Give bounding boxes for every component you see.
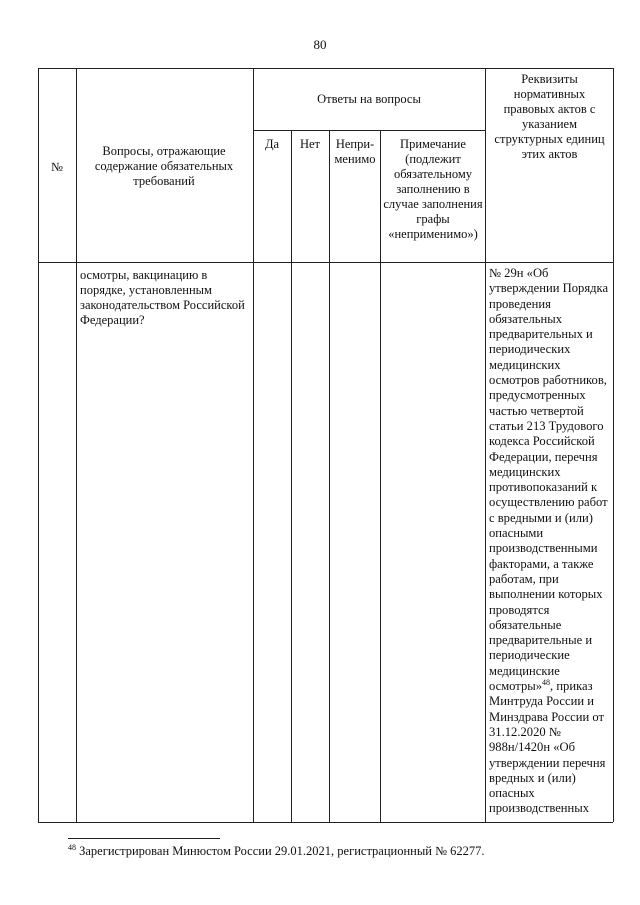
row-requisites [489,266,613,817]
header-not-applicable: Непри-менимо [334,137,376,166]
row-question: осмотры, вакцинацию в порядке, установленным законодательством Российской Федерации? [80,268,245,327]
header-answers: Ответы на вопросы [317,92,421,106]
footnote [68,844,485,859]
footnote-ref-48: 48 [542,677,551,687]
header-no: Нет [299,137,321,151]
header-number: № [51,160,63,174]
page-number: 80 [313,37,327,52]
header-note: Примечание (подлежит обязательному заполнению в случае заполнения графы «неприменимо») [383,137,483,241]
footnote-text: Зарегистрирован Минюстом России 29.01.2021, регистрационный № 62277. [76,844,485,858]
header-yes: Да [264,137,280,151]
footnote-marker: 48 [68,842,76,852]
header-questions: Вопросы, отражающие содержание обязательных требований [94,144,234,188]
requisites-text-part1: № 29н «Об утверждении Порядка проведения обязательных предварительных и периодических медицинских осмотров работников, предусмотренных частью четвертой статьи 213 Трудового кодекса Российской Федерации, перечня медицинских противопоказаний к осуществлению работ с вредными и (или) опасными производственными факторами, а также работам, при выполнении которых проводятся обязательные предварительные и периодические медицинские осмотры» [489,266,609,694]
header-requisites: Реквизиты нормативных правовых актов с указанием структурных единиц этих актов [494,72,605,161]
requisites-text-part2: , приказ Минтруда России и Минздрава России от 31.12.2020 № 988н/1420н «Об утверждении перечня вредных и (или) опасных производственных [489,679,606,816]
footnote-separator [68,838,220,839]
